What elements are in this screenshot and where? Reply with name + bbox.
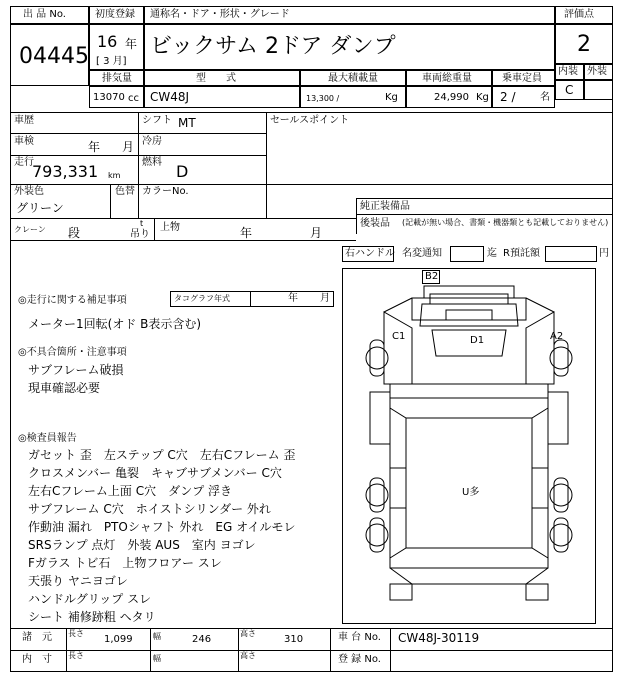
divider-row2 [10,133,266,134]
divider-col1 [138,112,139,218]
color-no-label: カラーNo. [142,186,189,197]
divider-equip [356,198,357,234]
gvw-unit: Kg [476,92,489,103]
tacho-divider [250,291,251,307]
reg-month: [ 3 月] [96,56,127,67]
ac-label: 冷房 [142,136,162,147]
tacho-year: 年 [288,293,298,304]
footer-col3 [238,628,239,672]
len-value: 1,099 [104,634,133,645]
inspector-item: 左右Cフレーム上面 C穴 ダンプ 浮き [28,484,233,498]
mileage-unit: km [108,171,121,180]
damage-mark: D1 [470,335,485,346]
inspector-item: ハンドルグリップ スレ [28,592,152,606]
lot-number: 04445 [19,44,89,69]
disp-value: 13070 [93,92,125,103]
fee-label: 迄 [487,248,497,259]
crane-stage: 段 [68,226,81,240]
footer-col5 [390,628,391,672]
sales-point-label: セールスポイント [270,115,350,126]
truck-diagram [342,268,596,624]
disp-unit: cc [128,93,139,104]
reg-year: 16 [97,32,118,51]
load-unit: Kg [385,92,398,103]
hgt-value: 310 [284,634,304,645]
name-change-box [450,246,484,262]
lot-label: 出 品 No. [23,9,66,20]
divider-row3 [10,155,266,156]
reg-no-label: 登 録 No. [338,654,381,665]
score-value: 2 [577,32,591,57]
body-label: 上物 [160,222,180,233]
inspector-item: 作動油 漏れ PTOシャフト 外れ EG オイルモレ [28,520,296,534]
divider-equip-mid [356,214,613,215]
footer-col2 [150,628,151,672]
cap-label: 乗車定員 [502,73,542,84]
damage-mark: B2 [425,271,439,282]
inspection-label: 車検 [14,136,34,147]
interior-grade: C [565,83,574,97]
load-value: 13,300 / [306,94,340,103]
color-value: グリーン [16,201,64,215]
name-label: 通称名・ドア・形状・グレード [150,9,290,20]
disp-label: 排気量 [102,73,132,84]
interior-label: 内装 [558,66,578,77]
aftermarket-note: (記載が無い場合、書類・機器類とも記載しておりません) [402,218,609,227]
gvw-value: 24,990 [434,92,469,103]
rhd-label: 右ハンドル [345,248,395,259]
recycle-label: R預託額 [503,248,540,259]
divider-row6 [10,240,356,241]
inspector-title: ◎検査員報告 [18,433,77,444]
inner-len-label: 長さ [68,651,84,660]
inspector-item: Fガラス トビ石 上物フロアー スレ [28,556,222,570]
model-label: 型 式 [196,73,236,84]
tacho-month: 月 [320,293,330,304]
inspection-month: 月 [122,140,135,154]
inner-wid-label: 幅 [153,654,161,663]
exterior-grade-cell [584,80,613,100]
inner-hgt-label: 高さ [240,651,256,660]
body-year: 年 [240,226,253,240]
inspector-item: 天張り ヤニヨゴレ [28,574,128,588]
fuel-label: 燃料 [142,157,162,168]
recycle-box [545,246,597,262]
defect-item: 現車確認必要 [28,381,101,395]
inner-label: 内 寸 [22,654,52,665]
recycle-unit: 円 [599,248,609,259]
cap-value: 2 / [500,90,516,104]
inspection-year: 年 [88,140,101,154]
first-reg-label: 初度登録 [95,9,135,20]
load-label: 最大積載量 [328,73,378,84]
color-label: 外装色 [14,186,44,197]
tacho-label: タコグラフ年式 [174,294,230,303]
score-label: 評価点 [564,9,594,20]
body-month: 月 [310,226,323,240]
wid-label: 幅 [153,632,161,641]
len-label: 長さ [68,629,84,638]
aftermarket-label: 後装品 [360,218,390,229]
exterior-label: 外装 [587,66,607,77]
inspector-item: SRSランプ 点灯 外装 AUS 室内 ヨゴレ [28,538,256,552]
dims-label: 諸 元 [22,632,52,643]
damage-mark: U多 [462,487,480,498]
footer-top [10,628,613,629]
divider-top [10,112,613,113]
footer-mid [10,650,613,651]
chassis-value: CW48J-30119 [398,631,480,645]
name-change-label: 名変通知 [402,248,442,259]
car-name: ビックサム 2ドア ダンプ [150,34,396,59]
gvw-label: 車両総重量 [422,73,472,84]
defect-item: サブフレーム破損 [28,363,124,377]
defects-title: ◎不具合箇所・注意事項 [18,347,127,358]
history-label: 車歴 [14,115,34,126]
mileage-value: 793,331 [32,162,99,181]
fuel-value: D [176,162,189,181]
hgt-label: 高さ [240,629,256,638]
footer-col4 [330,628,331,672]
reg-year-unit: 年 [125,37,138,51]
divider-col2 [266,112,267,218]
shift-value: MT [178,116,196,130]
damage-mark: C1 [392,331,406,342]
divider-equip-top [356,198,613,199]
crane-t: t [140,219,144,228]
shift-label: シフト [142,115,172,126]
divider-body [154,218,155,240]
genuine-label: 純正装備品 [360,201,410,212]
inspector-item: ガセット 歪 左ステップ C穴 左右Cフレーム 歪 [28,448,296,462]
color-change-label: 色替 [115,186,135,197]
footer-col1 [66,628,67,672]
cap-unit: 名 [540,92,550,103]
running-note: メーター1回転(オド B表示含む) [28,317,202,331]
wid-value: 246 [192,634,212,645]
inspector-item: サブフレーム C穴 ホイストシリンダー 外れ [28,502,271,516]
divider-row5 [10,218,356,219]
inspector-item: クロスメンバー 亀裂 キャブサブメンバー C穴 [28,466,282,480]
running-title: ◎走行に関する補足事項 [18,295,127,306]
inspector-item: シート 補修跡粗 ヘタリ [28,610,156,624]
damage-mark: A2 [550,331,564,342]
model-value: CW48J [150,90,190,104]
crane-lift: 吊り [130,229,150,240]
crane-label: クレーン [14,225,46,234]
divider-row4 [10,184,613,185]
chassis-label: 車 台 No. [338,632,381,643]
divider-color [110,184,111,218]
mileage-label: 走行 [14,157,34,168]
